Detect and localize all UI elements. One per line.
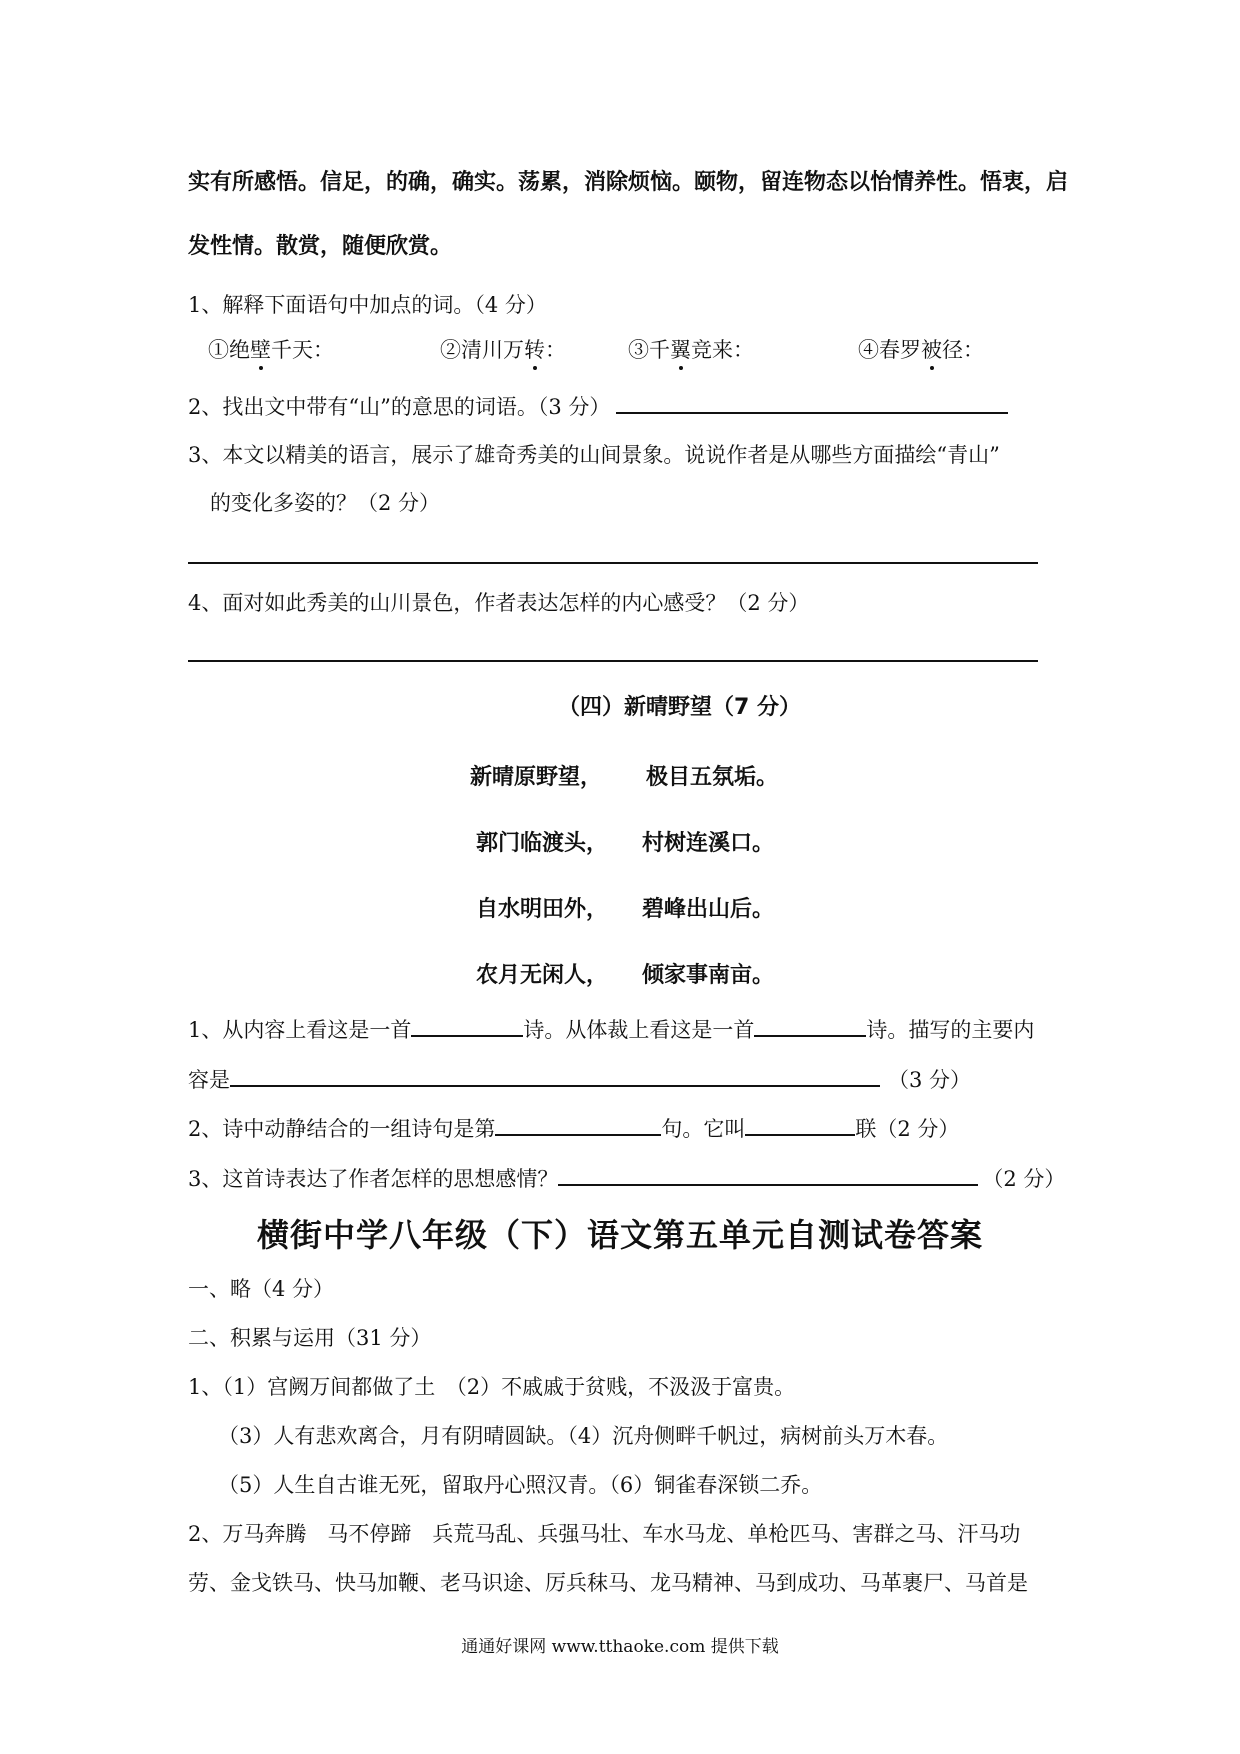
annotation-line-2: 发性情。散赏，随便欣赏。 xyxy=(188,234,453,259)
answer-line-6: 2、万马奔腾 马不停蹄 兵荒马乱、兵强马壮、车水马龙、单枪匹马、害群之马、汗马功 xyxy=(188,1522,1021,1546)
question-3-line-1: 3、本文以精美的语言，展示了雄奇秀美的山间景象。说说作者是从哪些方面描绘“青山” xyxy=(188,443,1000,467)
answer-blank[interactable] xyxy=(616,390,1008,414)
footer-source: 通通好课网 www.tthaoke.com 提供下载 xyxy=(461,1637,779,1657)
question-1-item-1: ①绝壁千天： xyxy=(208,335,334,365)
poem-question-1-line-1: 1、从内容上看这是一首 诗。从体裁上看这是一首 诗。描写的主要内 xyxy=(188,1013,1034,1045)
question-1-item-3: ③千翼竞来： xyxy=(628,335,754,365)
question-1-item-2: ②清川万转： xyxy=(440,335,566,365)
poem-question-2: 2、诗中动静结合的一组诗句是第 句。它叫 联（2 分） xyxy=(188,1112,959,1144)
section-4-heading: （四）新晴野望（7 分） xyxy=(558,695,801,720)
answer-line-1: 一、略（4 分） xyxy=(188,1277,335,1301)
poem-line-2-left: 郭门临渡头， xyxy=(476,831,609,856)
answer-blank[interactable] xyxy=(754,1013,866,1037)
annotation-line-1: 实有所感悟。信足，的确，确实。荡累，消除烦恼。颐物，留连物态以怡情养性。悟衷，启 xyxy=(188,170,1069,195)
poem-question-3: 3、这首诗表达了作者怎样的思想感情？ （2 分） xyxy=(188,1162,1065,1194)
emphasis-dot-word: 翼 xyxy=(670,335,691,365)
answer-key-title: 横街中学八年级（下）语文第五单元自测试卷答案 xyxy=(256,1216,983,1254)
answer-line-3: 1、（1）宫阙万间都做了土 （2）不戚戚于贫贱，不汲汲于富贵。 xyxy=(188,1375,796,1399)
answer-blank[interactable] xyxy=(495,1112,661,1136)
question-4: 4、面对如此秀美的山川景色，作者表达怎样的内心感受？（2 分） xyxy=(188,591,810,615)
poem-line-4-right: 倾家事南亩。 xyxy=(642,963,775,988)
answer-line-5: （5）人生自古谁无死，留取丹心照汉青。（6）铜雀春深锁二乔。 xyxy=(218,1473,823,1497)
answer-line-2: 二、积累与运用（31 分） xyxy=(188,1326,432,1350)
answer-line-q3[interactable] xyxy=(188,562,1038,564)
emphasis-dot-word: 被 xyxy=(921,335,942,365)
emphasis-dot-word: 转 xyxy=(524,335,545,365)
answer-line-4: （3）人有悲欢离合，月有阴晴圆缺。（4）沉舟侧畔千帆过，病树前头万木春。 xyxy=(218,1424,949,1448)
question-1-item-4: ④春罗被径： xyxy=(858,335,984,365)
question-1-stem: 1、解释下面语句中加点的词。（4 分） xyxy=(188,293,547,317)
answer-blank[interactable] xyxy=(745,1112,855,1136)
poem-line-3-right: 碧峰出山后。 xyxy=(642,897,775,922)
poem-line-4-left: 农月无闲人， xyxy=(476,963,609,988)
poem-line-1-right: 极目五氛垢。 xyxy=(646,765,779,790)
answer-blank[interactable] xyxy=(558,1162,978,1186)
question-3-line-2: 的变化多姿的？（2 分） xyxy=(210,491,441,515)
poem-question-1-line-2: 容是 （3 分） xyxy=(188,1063,971,1095)
poem-line-3-left: 自水明田外， xyxy=(476,897,609,922)
emphasis-dot-word: 壁 xyxy=(250,335,271,365)
answer-line-q4[interactable] xyxy=(188,660,1038,662)
poem-line-1-left: 新晴原野望， xyxy=(470,765,603,790)
question-2: 2、找出文中带有“山”的意思的词语。（3 分） xyxy=(188,390,1008,422)
answer-line-7: 劳、金戈铁马、快马加鞭、老马识途、厉兵秣马、龙马精神、马到成功、马革裹尸、马首是 xyxy=(188,1571,1028,1595)
answer-blank[interactable] xyxy=(411,1013,523,1037)
poem-line-2-right: 村树连溪口。 xyxy=(642,831,775,856)
answer-blank[interactable] xyxy=(230,1063,880,1087)
